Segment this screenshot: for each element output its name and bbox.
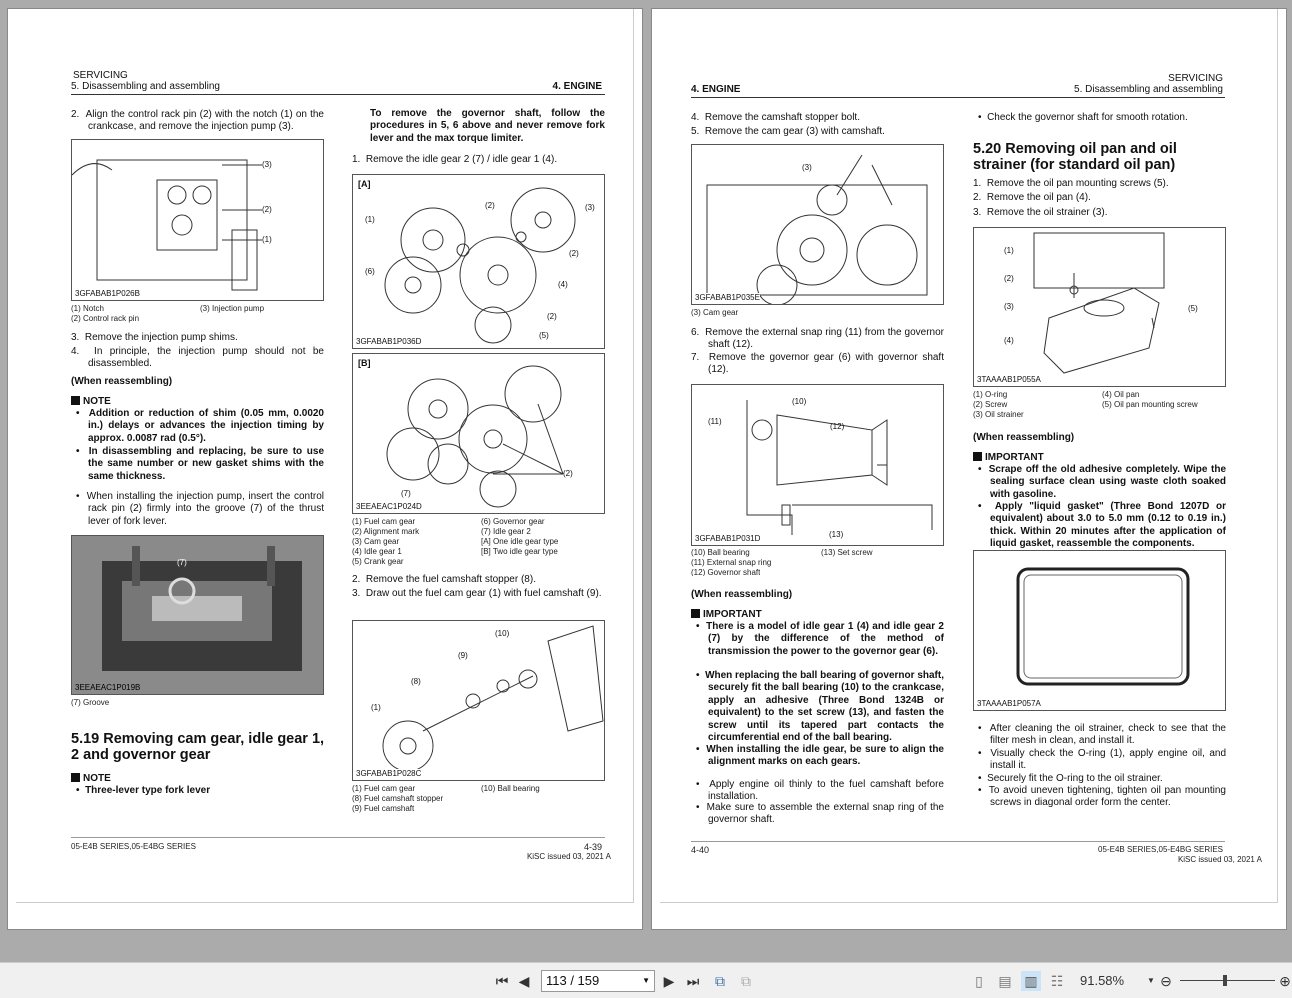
callout: (4) bbox=[1004, 336, 1014, 345]
callout: (5) bbox=[1188, 304, 1198, 313]
figure-id: 3EEAEAC1P024D bbox=[356, 502, 422, 511]
two-page-icon[interactable]: ▥ bbox=[1021, 971, 1041, 991]
callout: (1) bbox=[1004, 246, 1014, 255]
page-dropdown-icon[interactable]: ▼ bbox=[642, 976, 650, 985]
liquid-gasket-drawing bbox=[974, 551, 1226, 711]
governor-shaft-drawing bbox=[692, 385, 944, 546]
figure-groove-photo bbox=[71, 535, 324, 695]
caption: (3) Cam gear bbox=[691, 308, 739, 317]
callout: (2) bbox=[1004, 274, 1014, 283]
step-520: 2. Remove the oil pan (4). bbox=[973, 192, 1091, 203]
caption: (1) Fuel cam gear bbox=[352, 517, 416, 526]
caption: (12) Governor shaft bbox=[691, 568, 761, 576]
bullet: • Make sure to assemble the external snap ring of the governor shaft. bbox=[696, 802, 944, 826]
callout: (1) bbox=[371, 703, 381, 712]
note2-heading: NOTE bbox=[71, 773, 111, 785]
figure-id: 3GFABAB1P026B bbox=[75, 289, 140, 298]
cam-gear-drawing bbox=[692, 145, 944, 305]
footer-page: 4-40 bbox=[691, 845, 710, 855]
zoom-in-icon[interactable]: ⊕ bbox=[1279, 973, 1291, 989]
when-reassembling: (When reassembling) bbox=[973, 432, 1075, 443]
header-subsection: 5. Disassembling and assembling bbox=[71, 81, 220, 92]
callout: (11) bbox=[708, 417, 722, 426]
callout: (10) bbox=[792, 397, 807, 406]
note-heading: NOTE bbox=[71, 396, 111, 408]
header-chapter: 4. ENGINE bbox=[691, 84, 741, 95]
caption: (3) Oil strainer bbox=[973, 410, 1024, 419]
note-bullet: • Addition or reduction of shim (0.05 mm, 0.0020 in.) delays or advances the injection timing by approx. 0.0087 rad (0.5°). bbox=[76, 408, 324, 444]
gears-b-drawing bbox=[353, 354, 605, 514]
continuous-icon[interactable]: ▤ bbox=[998, 973, 1012, 989]
important-heading: IMPORTANT bbox=[691, 609, 762, 621]
page-right bbox=[651, 8, 1287, 930]
caption: (1) Fuel cam gear bbox=[352, 784, 416, 793]
prev-page-icon[interactable]: ◀ bbox=[518, 973, 530, 989]
rotate-icon[interactable]: ⧉ bbox=[715, 973, 725, 989]
viewer-toolbar bbox=[0, 962, 1292, 998]
callout: (1) bbox=[365, 215, 375, 224]
important-heading: IMPORTANT bbox=[973, 452, 1044, 464]
callout: (2) bbox=[485, 201, 495, 210]
callout: (3) bbox=[585, 203, 595, 212]
callout: (7) bbox=[401, 489, 411, 498]
callout: (2) bbox=[547, 312, 557, 321]
zoom-dropdown-icon[interactable]: ▼ bbox=[1147, 976, 1155, 985]
zoom-slider-thumb[interactable] bbox=[1223, 975, 1227, 986]
callout: (1) bbox=[262, 235, 272, 244]
callout: (2) bbox=[262, 205, 272, 214]
col2-step-1: 1. Remove the idle gear 2 (7) / idle gear 1 (4). bbox=[352, 154, 558, 165]
caption: (10) Ball bearing bbox=[481, 784, 540, 793]
important-square-icon bbox=[973, 452, 982, 461]
figure-id: 3TAAAAB1P055A bbox=[977, 375, 1041, 384]
callout: (7) bbox=[177, 558, 187, 567]
last-page-icon[interactable]: ⏭ bbox=[686, 973, 700, 989]
footer-page: 4-39 bbox=[583, 842, 602, 852]
extract-icon[interactable]: ⧉ bbox=[741, 973, 751, 989]
footer-series: 05-E4B SERIES,05-E4BG SERIES bbox=[1098, 845, 1223, 854]
footer-issued: KiSC issued 03, 2021 A bbox=[1177, 855, 1262, 864]
gears-a-drawing bbox=[353, 175, 605, 349]
bullet: • Apply engine oil thinly to the fuel camshaft before installation. bbox=[696, 779, 944, 803]
install-bullet: • When installing the injection pump, insert the control rack pin (2) firmly into the groove (7) of the thrust lever of fork lever. bbox=[76, 491, 324, 527]
important-square-icon bbox=[691, 609, 700, 618]
callout: (2) bbox=[569, 249, 579, 258]
figure-id: 3GFABAB1P035E bbox=[695, 293, 760, 302]
header-section: SERVICING bbox=[73, 70, 128, 81]
callout: (9) bbox=[458, 651, 468, 660]
callout: (13) bbox=[829, 530, 844, 539]
zoom-value[interactable]: 91.58% bbox=[1080, 973, 1125, 988]
bullet: • To avoid uneven tightening, tighten oil pan mounting screws in diagonal order form the center. bbox=[978, 785, 1226, 809]
figure-id: 3GFABAB1P031D bbox=[695, 534, 761, 543]
callout: (3) bbox=[262, 160, 272, 169]
callout: (5) bbox=[539, 331, 549, 340]
callout: (3) bbox=[802, 163, 812, 172]
caption: (13) Set screw bbox=[821, 548, 873, 557]
zoom-out-icon[interactable]: ⊖ bbox=[1160, 973, 1172, 989]
important-bullet: • There is a model of idle gear 1 (4) and idle gear 2 (7) by the difference of the method of transmission the power to the governor gear (6). bbox=[696, 621, 944, 657]
injection-pump-drawing bbox=[72, 140, 324, 301]
figure-liquid-gasket bbox=[973, 550, 1226, 711]
caption: (11) External snap ring bbox=[691, 558, 772, 567]
figure-tag: [A] bbox=[358, 179, 371, 189]
check-bullet: • Check the governor shaft for smooth rotation. bbox=[978, 112, 1188, 123]
callout: (6) bbox=[365, 267, 375, 276]
caption: (2) Alignment mark bbox=[352, 527, 420, 536]
figure-id: 3TAAAAB1P057A bbox=[977, 699, 1041, 708]
step-4: 4. Remove the camshaft stopper bolt. bbox=[691, 112, 860, 123]
step-7: 7. Remove the governor gear (6) with governor shaft (12). bbox=[691, 352, 944, 376]
step-6: 6. Remove the external snap ring (11) from the governor shaft (12). bbox=[691, 327, 944, 351]
caption: (4) Idle gear 1 bbox=[352, 547, 402, 556]
figure-id: 3GFABAB1P036D bbox=[356, 337, 422, 346]
important-bullet: • When installing the idle gear, be sure to align the alignment marks on each gears. bbox=[696, 744, 944, 768]
bullet: • Visually check the O-ring (1), apply engine oil, and install it. bbox=[978, 748, 1227, 772]
step-2: 2. Align the control rack pin (2) with the notch (1) on the crankcase, and remove the injection pump (3). bbox=[71, 109, 324, 133]
important-bullet: • Scrape off the old adhesive completely. Wipe the sealing surface clean using waste cloth soaked with gasoline. bbox=[978, 464, 1227, 500]
heading-5-19: 5.19 Removing cam gear, idle gear 1, 2 and governor gear bbox=[71, 731, 325, 763]
step-3: 3. Remove the injection pump shims. bbox=[71, 332, 238, 343]
callout: (12) bbox=[830, 422, 845, 431]
caption: (5) Crank gear bbox=[352, 557, 404, 566]
caption: [B] Two idle gear type bbox=[481, 547, 558, 556]
callout: (3) bbox=[1004, 302, 1014, 311]
caption: (1) Notch bbox=[71, 304, 104, 313]
note-bullet: • In disassembling and replacing, be sure to use the same number or new gasket shims with the same thickness. bbox=[76, 446, 325, 482]
single-page-icon[interactable]: ▯ bbox=[975, 973, 983, 989]
header-chapter: 4. ENGINE bbox=[552, 81, 602, 92]
caption: (5) Oil pan mounting screw bbox=[1102, 400, 1198, 409]
callout: (2) bbox=[563, 469, 573, 478]
caption: (6) Governor gear bbox=[481, 517, 545, 526]
important-bullet: • Apply "liquid gasket" (Three Bond 1207D or equivalent) about 3.0 to 5.0 mm (0.12 to 0.19 in.) thick. Within 20 minutes after the application of liquid gasket, reassemble the components. bbox=[978, 501, 1226, 550]
bullet: • After cleaning the oil strainer, check to see that the filter mesh in clean, and install it. bbox=[978, 723, 1226, 747]
header-section: SERVICING bbox=[1168, 73, 1223, 84]
note-square-icon bbox=[71, 396, 80, 405]
caption: (8) Fuel camshaft stopper bbox=[352, 794, 444, 803]
when-reassembling: (When reassembling) bbox=[71, 376, 173, 387]
caption: (2) Screw bbox=[973, 400, 1008, 409]
groove-photo bbox=[72, 536, 324, 695]
page-left bbox=[7, 8, 643, 930]
figure-fuel-camshaft bbox=[352, 620, 605, 781]
figure-gears-b bbox=[352, 353, 605, 514]
figure-governor-shaft bbox=[691, 384, 944, 546]
heading-5-20: 5.20 Removing oil pan and oil strainer (for standard oil pan) bbox=[973, 141, 1177, 173]
caption: (3) Cam gear bbox=[352, 537, 400, 546]
col2-step-3: 3. Draw out the fuel cam gear (1) with fuel camshaft (9). bbox=[352, 588, 602, 599]
step-520: 1. Remove the oil pan mounting screws (5). bbox=[973, 178, 1169, 189]
header-subsection: 5. Disassembling and assembling bbox=[1074, 84, 1223, 95]
callout: (10) bbox=[495, 629, 510, 638]
two-page-continuous-icon[interactable]: ☷ bbox=[1050, 973, 1064, 989]
caption: (9) Fuel camshaft bbox=[352, 804, 415, 813]
callout: (8) bbox=[411, 677, 421, 686]
caption: (1) O-ring bbox=[973, 390, 1008, 399]
figure-cam-gear bbox=[691, 144, 944, 305]
figure-id: 3GFABAB1P028C bbox=[356, 769, 422, 778]
caption: (3) Injection pump bbox=[200, 304, 265, 313]
callout: (4) bbox=[558, 280, 568, 289]
first-page-icon[interactable]: ⏮ bbox=[495, 973, 509, 989]
caption: (7) Groove bbox=[71, 698, 110, 707]
figure-tag: [B] bbox=[358, 358, 371, 368]
note-square-icon bbox=[71, 773, 80, 782]
caption: (2) Control rack pin bbox=[71, 314, 140, 323]
fuel-camshaft-drawing bbox=[353, 621, 605, 781]
caption: (4) Oil pan bbox=[1102, 390, 1140, 399]
col2-step-2: 2. Remove the fuel camshaft stopper (8). bbox=[352, 574, 536, 585]
figure-gears-a bbox=[352, 174, 605, 349]
caption: (7) Idle gear 2 bbox=[481, 527, 531, 536]
important-bullet: • When replacing the ball bearing of governor shaft, securely fit the ball bearing (10) to the crankcase, apply an adhesive (Three Bond 1324B or equivalent) to the set screw (13), and fasten the screw until its tapered part contacts the circumferential end of the ball bearing. bbox=[696, 670, 944, 744]
figure-injection-pump bbox=[71, 139, 324, 301]
figure-id: 3EEAEAC1P019B bbox=[75, 683, 141, 692]
page-number-input[interactable]: 113 / 159 ▼ bbox=[541, 970, 655, 992]
step-520: 3. Remove the oil strainer (3). bbox=[973, 207, 1108, 218]
zoom-slider[interactable] bbox=[1180, 980, 1275, 981]
bullet: • Securely fit the O-ring to the oil strainer. bbox=[978, 773, 1163, 784]
caption: (10) Ball bearing bbox=[691, 548, 750, 557]
when-reassembling: (When reassembling) bbox=[691, 589, 793, 600]
step-5: 5. Remove the cam gear (3) with camshaft. bbox=[691, 126, 885, 137]
note2-bullet: • Three-lever type fork lever bbox=[76, 785, 211, 795]
next-page-icon[interactable]: ▶ bbox=[663, 973, 675, 989]
footer-issued: KiSC issued 03, 2021 A bbox=[526, 852, 611, 861]
caption: [A] One idle gear type bbox=[481, 537, 559, 546]
figure-oil-pan bbox=[973, 227, 1226, 387]
step-4: 4. In principle, the injection pump should not be disassembled. bbox=[71, 346, 324, 370]
governor-note: To remove the governor shaft, follow the procedures in 5, 6 above and never remove fork lever and the max torque limiter. bbox=[370, 108, 605, 144]
footer-series: 05-E4B SERIES,05-E4BG SERIES bbox=[71, 842, 196, 851]
